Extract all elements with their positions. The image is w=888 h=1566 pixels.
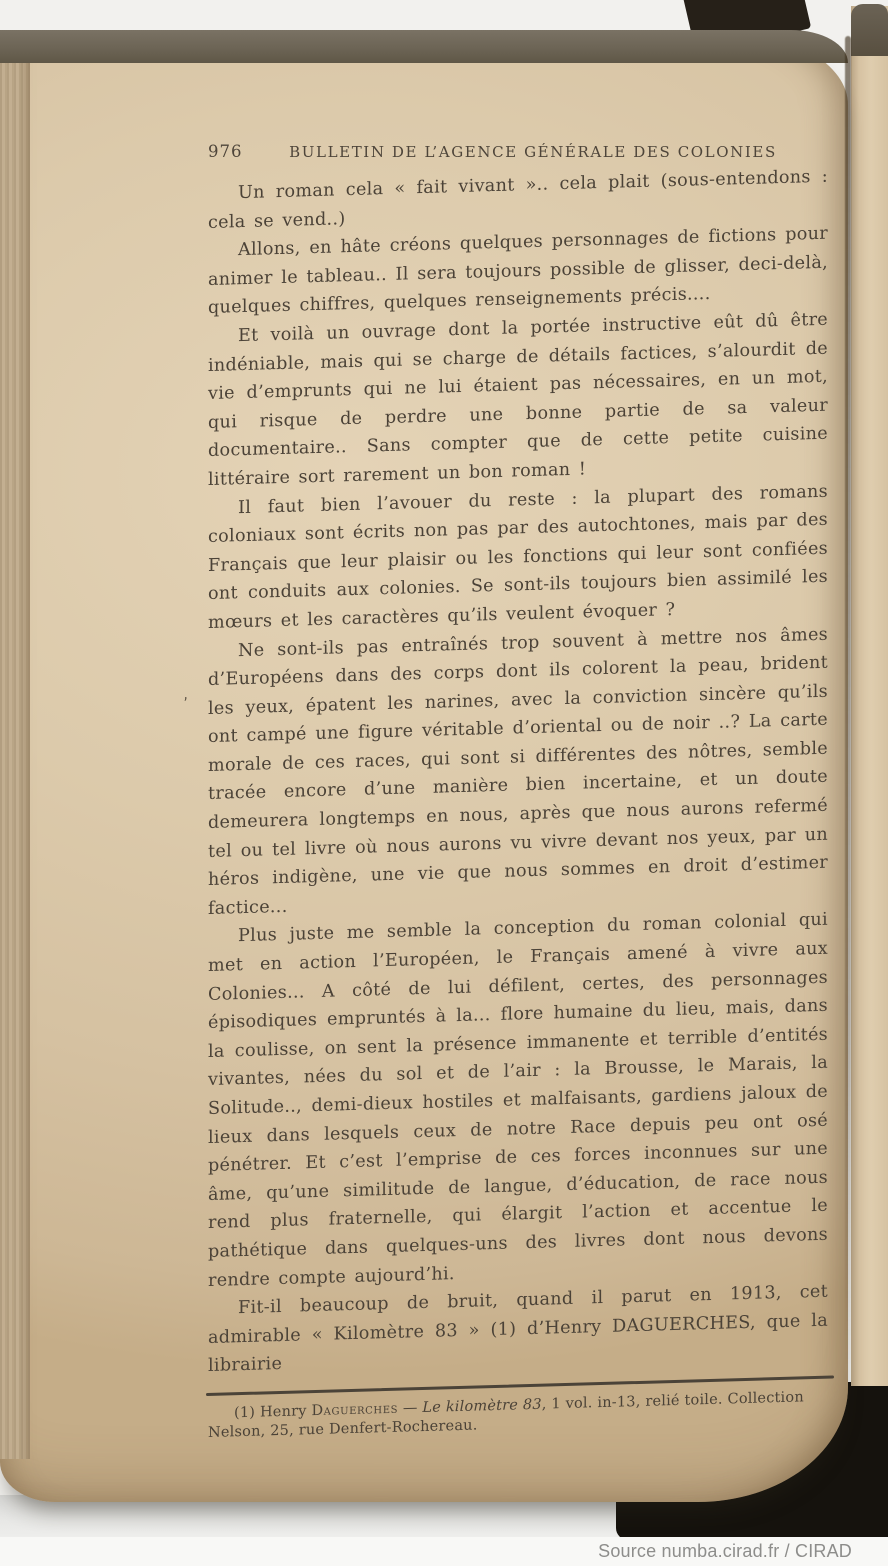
paragraph: Et voilà un ouvrage dont la portée instructive eût dû être indéniable, mais qui se charge de détails factices, s’alourdit de vie d’emprunts qui ne lui étaient pas nécessaires, en un mot, qui risque de perdre une bonne partie de sa valeur documentaire.. Sans compter que de cette petite cuisine littéraire sort rarement un bon roman !: [208, 309, 828, 490]
running-title: BULLETIN DE L’AGENCE GÉNÉRALE DES COLONIES: [289, 143, 777, 161]
page-number: 976: [208, 142, 243, 161]
footnote-separator: —: [398, 1399, 423, 1417]
footnote-marker-and-lead: (1) Henry: [234, 1403, 312, 1422]
running-header: [208, 142, 828, 161]
footnote-publication-details: , 1 vol. in-13, relié toile. Collection Nelson, 25, rue Denfert-Rochereau.: [208, 1389, 804, 1442]
paragraph: Fit-il beaucoup de bruit, quand il parut en 1913, cet admirable « Kilomètre 83 » (1) d’Henry DAGUERCHES, que la librairie: [208, 1281, 828, 1377]
stacked-page-edges: [0, 63, 30, 1459]
source-credit-text: Source numba.cirad.fr / CIRAD: [598, 1541, 852, 1561]
source-credit-bar: [0, 1537, 888, 1566]
gutter-crease: [845, 36, 851, 1366]
adjacent-page-edge: [851, 6, 888, 1386]
adjacent-page-top-edge: [851, 4, 888, 56]
margin-printing-mark: ’: [182, 693, 191, 713]
book-page: [0, 30, 848, 1502]
paragraph: Un roman cela « fait vivant ».. cela plait (sous-entendons : cela se vend..): [208, 166, 828, 233]
paragraph: Ne sont-ils pas entraînés trop souvent à mettre nos âmes d’Européens dans des corps dont ils colorent la peau, brident les yeux, épatent les narines, avec la conviction sincère qu’ils ont campé une figure véritable d’oriental ou de noir ..? La carte morale de ces races, qui sont si différentes des nôtres, semble tracée encore d’une manière bien incertaine, et un doute demeurera longtemps en nous, après que nous aurons refermé tel ou tel livre où nous aurons vu vivre devant nos yeux, par un héros indigène, une vie que nous sommes en droit d’estimer factice...: [208, 624, 828, 919]
footnote-author: Daguerches: [311, 1400, 399, 1420]
book-top-edge: [0, 30, 848, 63]
footnote: [208, 1388, 828, 1444]
paragraph: Plus juste me semble la conception du roman colonial qui met en action l’Européen, le Français amené à vivre aux Colonies... A côté de lui défilent, certes, des personnages épisodiques empruntés à la... flore humaine du lieu, mais, dans la coulisse, on sent la présence immanente et terrible d’entités vivantes, nées du sol et de l’air : la Brousse, le Marais, la Solitude.., demi-dieux hostiles et malfaisants, gardiens jaloux de lieux dans lesquels ceux de notre Race depuis peu ont osé pénétrer. Et c’est l’emprise de ces forces inconnues sur une âme, qu’une similitude de langue, d’éducation, de race nous rend plus fraternelle, qui élargit l’action et accentue le pathétique dans quelques-uns des livres dont nous devons rendre compte aujourd’hi.: [208, 910, 828, 1291]
body-text: [208, 163, 828, 1444]
paragraph: Il faut bien l’avouer du reste : la plupart des romans coloniaux sont écrits non pas par des autochtones, mais par des Français que leur plaisir ou les fonctions qui leur sont confiées ont conduits aux colonies. Se sont-ils toujours bien assimilé les mœurs et les caractères qu’ils veulent évoquer ?: [208, 481, 828, 633]
footnote-book-title: Le kilomètre 83: [422, 1396, 542, 1416]
paragraph: Allons, en hâte créons quelques personnages de fictions pour animer le tableau.. Il sera toujours possible de glisser, deci-delà, quelques chiffres, quelques renseignements précis....: [208, 223, 828, 319]
